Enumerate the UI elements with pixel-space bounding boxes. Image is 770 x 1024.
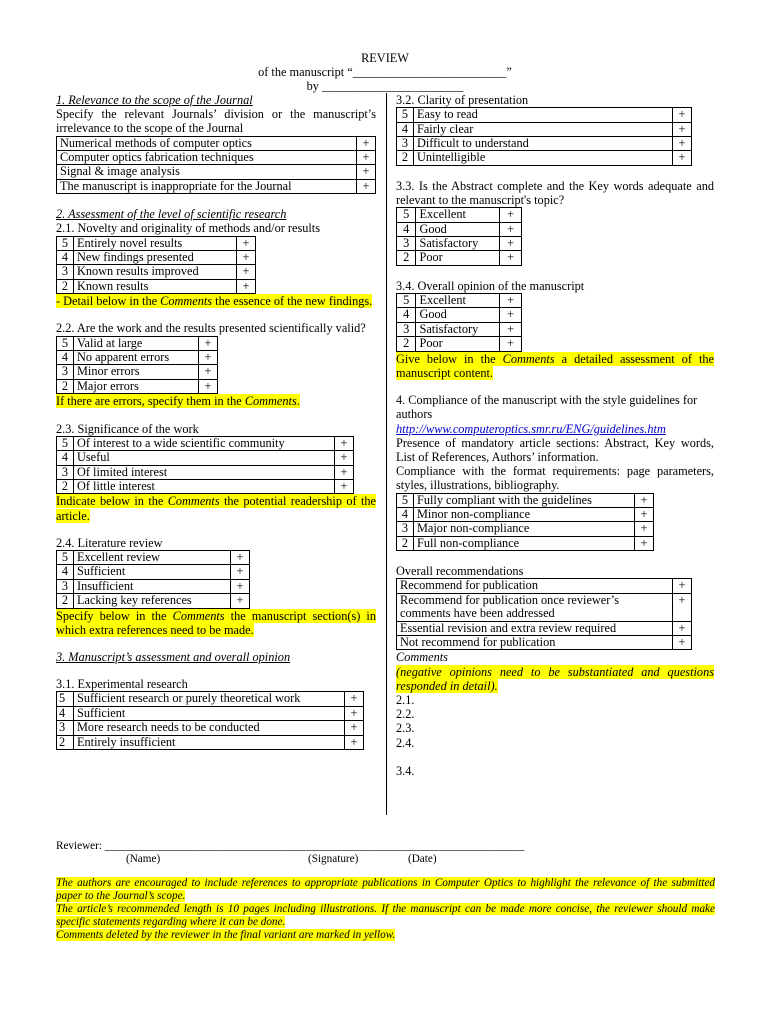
check-mark[interactable]: + <box>237 279 256 293</box>
relevance-table <box>56 136 376 195</box>
note-text: a detailed assessment of the manuscript content. <box>396 351 714 380</box>
score: 5 <box>397 108 414 122</box>
row-label: Sufficient <box>74 706 345 720</box>
row-label: Of little interest <box>74 479 335 493</box>
table-row[interactable] <box>57 236 256 250</box>
row-label: Unintelligible <box>414 151 673 165</box>
table-row[interactable] <box>397 635 692 649</box>
name-caption: (Name) <box>126 853 161 865</box>
note-text: the potential readership of the article. <box>56 494 376 523</box>
table-row[interactable] <box>57 165 376 179</box>
row-label: Valid at large <box>74 336 199 350</box>
score: 5 <box>397 208 416 222</box>
score: 5 <box>57 336 74 350</box>
row-label: Excellent review <box>74 550 231 564</box>
note-emphasis: Comments <box>167 494 220 509</box>
table-row[interactable] <box>397 237 522 251</box>
table-row[interactable] <box>57 550 250 564</box>
note-text: - Detail below in the <box>56 294 161 309</box>
table-row[interactable] <box>397 337 522 351</box>
row-label: Of limited interest <box>74 465 335 479</box>
score: 5 <box>57 236 74 250</box>
check-mark[interactable]: + <box>500 208 522 222</box>
score: 4 <box>397 222 416 236</box>
note-text: the essence of the new findings. <box>212 294 373 309</box>
score: 2 <box>397 151 414 165</box>
check-mark[interactable]: + <box>673 593 692 621</box>
note-text: Give below in the <box>396 351 503 366</box>
check-mark[interactable]: + <box>231 579 250 593</box>
table-row[interactable] <box>57 706 364 720</box>
check-mark[interactable]: + <box>231 594 250 608</box>
row-label: Good <box>416 308 500 322</box>
score: 2 <box>397 337 416 351</box>
comment-item[interactable]: 2.2. <box>396 707 415 722</box>
s4-presence: Presence of mandatory article sections: Abstract, Key words, List of References, Authors’ information. <box>396 435 714 464</box>
right-column <box>396 93 714 778</box>
row-label: Entirely novel results <box>74 236 237 250</box>
row-label: Excellent <box>416 294 500 308</box>
table-row[interactable] <box>57 692 364 706</box>
comment-item[interactable]: 2.1. <box>396 692 415 707</box>
check-mark[interactable]: + <box>500 237 522 251</box>
table-row[interactable] <box>397 308 522 322</box>
row-label: Not recommend for publication <box>397 635 673 649</box>
check-mark[interactable]: + <box>357 179 376 193</box>
row-label: Signal & image analysis <box>57 165 357 179</box>
row-label: The manuscript is inappropriate for the Journal <box>57 179 357 193</box>
table-row[interactable] <box>397 522 654 536</box>
check-mark[interactable]: + <box>335 465 354 479</box>
score: 3 <box>57 465 74 479</box>
check-mark[interactable]: + <box>500 337 522 351</box>
table-row[interactable] <box>57 436 354 450</box>
check-mark[interactable]: + <box>673 151 692 165</box>
comment-item[interactable]: 2.4. <box>396 735 415 750</box>
table-row[interactable] <box>57 594 250 608</box>
note-emphasis: Comments <box>244 394 297 409</box>
footer-notes <box>56 877 715 942</box>
q24-title: 2.4. Literature review <box>56 535 163 550</box>
q32-title: 3.2. Clarity of presentation <box>396 93 529 107</box>
score: 4 <box>397 308 416 322</box>
footer-note-3: Comments deleted by the reviewer in the final variant are marked in yellow. <box>56 929 396 941</box>
row-label: Known results improved <box>74 265 237 279</box>
row-label: Full non-compliance <box>414 536 635 550</box>
table-row[interactable] <box>57 151 376 165</box>
table-row[interactable] <box>397 108 692 122</box>
score: 3 <box>397 522 414 536</box>
comments-title: Comments <box>396 650 448 665</box>
check-mark[interactable]: + <box>237 251 256 265</box>
row-label: Excellent <box>416 208 500 222</box>
table-row[interactable] <box>57 136 376 150</box>
check-mark[interactable]: + <box>199 365 218 379</box>
note-emphasis: Comments <box>502 351 555 366</box>
table-row[interactable] <box>57 479 354 493</box>
q22-title: 2.2. Are the work and the results presented scientifically valid? <box>56 321 366 336</box>
section-1-heading: 1. Relevance to the scope of the Journal <box>56 93 253 107</box>
check-mark[interactable]: + <box>635 522 654 536</box>
score: 2 <box>57 735 74 749</box>
row-label: Essential revision and extra review required <box>397 621 673 635</box>
score: 2 <box>57 479 74 493</box>
table-row[interactable] <box>397 536 654 550</box>
section-3-heading: 3. Manuscript’s assessment and overall opinion <box>56 649 291 664</box>
check-mark[interactable]: + <box>237 236 256 250</box>
row-label: Lacking key references <box>74 594 231 608</box>
check-mark[interactable]: + <box>335 436 354 450</box>
note-text: Indicate below in the <box>56 494 168 509</box>
check-mark[interactable]: + <box>345 721 364 735</box>
comments-note <box>396 665 714 693</box>
row-label: Major errors <box>74 379 199 393</box>
recommendations-table <box>396 578 692 650</box>
guidelines-link[interactable]: http://www.computeroptics.smr.ru/ENG/guidelines.htm <box>396 421 666 436</box>
reviewer-line[interactable]: Reviewer: ___________________________________________________________________________ <box>56 840 525 852</box>
row-label: Minor errors <box>74 365 199 379</box>
note-emphasis: Comments <box>172 608 225 623</box>
check-mark[interactable]: + <box>335 479 354 493</box>
check-mark[interactable]: + <box>673 108 692 122</box>
row-label: Satisfactory <box>416 237 500 251</box>
score: 3 <box>397 322 416 336</box>
score: 3 <box>397 137 414 151</box>
score: 2 <box>57 279 74 293</box>
table-row[interactable] <box>57 365 218 379</box>
q24-note <box>56 609 376 637</box>
q33-title: 3.3. Is the Abstract complete and the Key words adequate and relevant to the manuscript's topic? <box>396 178 714 208</box>
row-label: Known results <box>74 279 237 293</box>
table-row[interactable] <box>57 465 354 479</box>
row-label: Major non-compliance <box>414 522 635 536</box>
note-text: the manuscript section(s) in which extra references need to be made. <box>56 608 376 637</box>
review-title: REVIEW <box>361 51 409 65</box>
check-mark[interactable]: + <box>345 706 364 720</box>
table-row[interactable] <box>57 251 256 265</box>
table-row[interactable] <box>397 593 692 621</box>
novelty-table <box>56 236 256 295</box>
footer-note-1: The authors are encouraged to include references to appropriate publications in Computer Optics to highlight the relevance of the submitted paper to the Journal’s scope. <box>56 877 715 902</box>
q21-note <box>56 294 376 308</box>
note-text: Specify below in the <box>56 608 173 623</box>
row-label: Fully compliant with the guidelines <box>414 493 635 507</box>
abstract-table <box>396 207 522 266</box>
table-row[interactable] <box>57 565 250 579</box>
row-label: Entirely insufficient <box>74 735 345 749</box>
compliance-table <box>396 493 654 552</box>
row-label: New findings presented <box>74 251 237 265</box>
row-label: Useful <box>74 451 335 465</box>
score: 3 <box>397 237 416 251</box>
check-mark[interactable]: + <box>237 265 256 279</box>
score: 4 <box>57 565 74 579</box>
row-label: Insufficient <box>74 579 231 593</box>
row-label: More research needs to be conducted <box>74 721 345 735</box>
score: 3 <box>57 365 74 379</box>
table-row[interactable] <box>397 493 654 507</box>
check-mark[interactable]: + <box>500 308 522 322</box>
table-row[interactable] <box>57 179 376 193</box>
row-label: Good <box>416 222 500 236</box>
table-row[interactable] <box>397 579 692 593</box>
table-row[interactable] <box>57 265 256 279</box>
row-label: Easy to read <box>414 108 673 122</box>
score: 2 <box>57 594 74 608</box>
check-mark[interactable]: + <box>673 621 692 635</box>
check-mark[interactable]: + <box>635 493 654 507</box>
check-mark[interactable]: + <box>500 222 522 236</box>
check-mark[interactable]: + <box>357 151 376 165</box>
table-row[interactable] <box>57 735 364 749</box>
row-label: Recommend for publication once reviewer’s comments have been addressed <box>397 593 673 621</box>
manuscript-line[interactable]: of the manuscript “_________________________” <box>258 65 512 79</box>
check-mark[interactable]: + <box>345 735 364 749</box>
check-mark[interactable]: + <box>231 565 250 579</box>
check-mark[interactable]: + <box>635 536 654 550</box>
footer-note-2: The article’s recommended length is 10 pages including illustrations. If the manuscript can be made more concise, the reviewer should make specific statements regarding where it can be done. <box>56 903 715 928</box>
table-row[interactable] <box>397 294 522 308</box>
q34-title: 3.4. Overall opinion of the manuscript <box>396 278 585 293</box>
score: 4 <box>57 706 74 720</box>
q23-title: 2.3. Significance of the work <box>56 421 199 436</box>
score: 5 <box>57 550 74 564</box>
section-1-text: Specify the relevant Journals’ division or the manuscript’s irrelevance to the scope of the Journal <box>56 107 376 136</box>
row-label: Minor non-compliance <box>414 507 635 521</box>
clarity-table <box>396 107 692 166</box>
q23-note <box>56 494 376 522</box>
table-row[interactable] <box>397 507 654 521</box>
row-label: Poor <box>416 337 500 351</box>
check-mark[interactable]: + <box>500 322 522 336</box>
significance-table <box>56 436 354 495</box>
score: 4 <box>57 351 74 365</box>
table-row[interactable] <box>397 122 692 136</box>
check-mark[interactable]: + <box>500 251 522 265</box>
table-row[interactable] <box>57 279 256 293</box>
check-mark[interactable]: + <box>199 379 218 393</box>
column-divider <box>386 93 387 815</box>
table-row[interactable] <box>397 208 522 222</box>
score: 5 <box>397 493 414 507</box>
row-label: Recommend for publication <box>397 579 673 593</box>
score: 4 <box>397 507 414 521</box>
score: 2 <box>397 251 416 265</box>
comment-item[interactable]: 2.3. <box>396 721 415 736</box>
q22-note <box>56 394 376 408</box>
note-text: . <box>296 394 300 409</box>
row-label: Satisfactory <box>416 322 500 336</box>
validity-table <box>56 336 218 395</box>
row-label: Poor <box>416 251 500 265</box>
check-mark[interactable]: + <box>673 122 692 136</box>
table-row[interactable] <box>397 222 522 236</box>
score: 4 <box>57 451 74 465</box>
table-row[interactable] <box>397 151 692 165</box>
s4-title: 4. Compliance of the manuscript with the style guidelines for authors <box>396 393 698 422</box>
score: 5 <box>57 436 74 450</box>
score: 3 <box>57 579 74 593</box>
signature-caption: (Signature) <box>308 853 359 865</box>
check-mark[interactable]: + <box>673 579 692 593</box>
score: 5 <box>397 294 416 308</box>
row-label: Computer optics fabrication techniques <box>57 151 357 165</box>
score: 2 <box>397 536 414 550</box>
score: 3 <box>57 265 74 279</box>
q21-title: 2.1. Novelty and originality of methods and/or results <box>56 221 320 236</box>
score: 4 <box>397 122 414 136</box>
check-mark[interactable]: + <box>673 635 692 649</box>
check-mark[interactable]: + <box>199 336 218 350</box>
overall-title: Overall recommendations <box>396 564 524 579</box>
opinion-table <box>396 293 522 352</box>
table-row[interactable] <box>397 251 522 265</box>
literature-table <box>56 550 250 609</box>
row-label: Sufficient research or purely theoretical work <box>74 692 345 706</box>
table-row[interactable] <box>57 351 218 365</box>
score: 3 <box>57 721 74 735</box>
row-label: No apparent errors <box>74 351 199 365</box>
check-mark[interactable]: + <box>335 451 354 465</box>
score: 4 <box>57 251 74 265</box>
q34-note <box>396 352 714 380</box>
check-mark[interactable]: + <box>231 550 250 564</box>
check-mark[interactable]: + <box>357 136 376 150</box>
table-row[interactable] <box>57 336 218 350</box>
check-mark[interactable]: + <box>673 137 692 151</box>
check-mark[interactable]: + <box>199 351 218 365</box>
q31-title: 3.1. Experimental research <box>56 677 188 692</box>
note-text: (negative opinions need to be substantiated and questions responded in detail). <box>396 664 714 693</box>
left-column <box>56 93 376 750</box>
table-row[interactable] <box>57 451 354 465</box>
row-label: Fairly clear <box>414 122 673 136</box>
score: 5 <box>57 692 74 706</box>
row-label: Of interest to a wide scientific community <box>74 436 335 450</box>
note-text: If there are errors, specify them in the <box>56 394 245 409</box>
check-mark[interactable]: + <box>345 692 364 706</box>
by-line[interactable]: by _______________________ <box>306 79 464 93</box>
note-emphasis: Comments <box>160 294 213 309</box>
row-label: Sufficient <box>74 565 231 579</box>
table-row[interactable] <box>57 379 218 393</box>
table-row[interactable] <box>57 721 364 735</box>
s4-format: Compliance with the format requirements: page parameters, styles, illustrations, bibliography. <box>396 464 714 493</box>
score: 2 <box>57 379 74 393</box>
table-row[interactable] <box>57 579 250 593</box>
section-2-heading: 2. Assessment of the level of scientific research <box>56 207 287 222</box>
experimental-table <box>56 691 364 750</box>
table-row[interactable] <box>397 322 522 336</box>
check-mark[interactable]: + <box>500 294 522 308</box>
comment-item[interactable]: 3.4. <box>396 763 415 778</box>
check-mark[interactable]: + <box>357 165 376 179</box>
row-label: Difficult to understand <box>414 137 673 151</box>
row-label: Numerical methods of computer optics <box>57 136 357 150</box>
table-row[interactable] <box>397 137 692 151</box>
table-row[interactable] <box>397 621 692 635</box>
date-caption: (Date) <box>408 853 437 865</box>
check-mark[interactable]: + <box>635 507 654 521</box>
